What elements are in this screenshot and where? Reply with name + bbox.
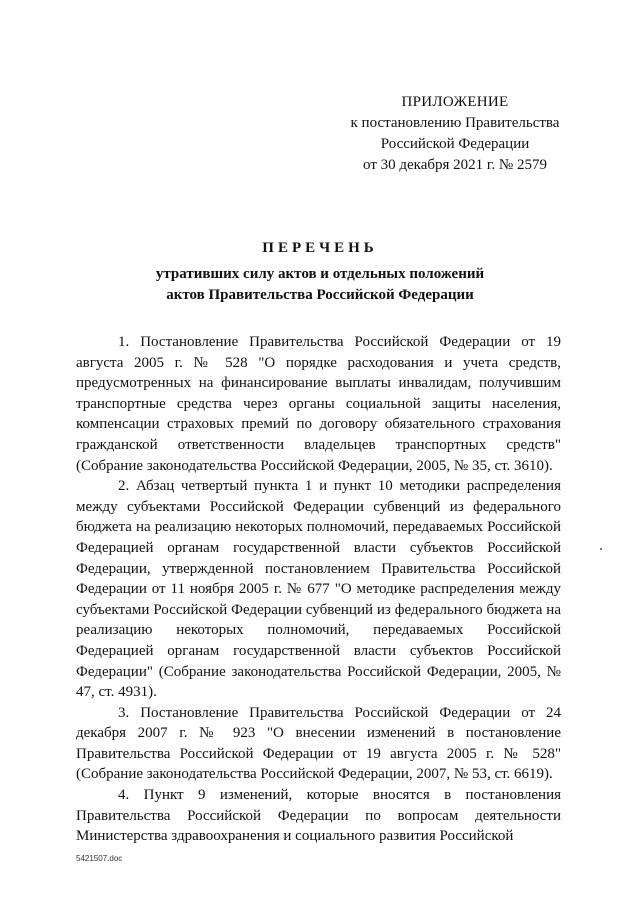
list-title: ПЕРЕЧЕНЬ: [262, 240, 378, 256]
list-item-3: 3. Постановление Правительства Российской Федерации от 24 декабря 2007 г. № 923 "О внесении изменений в постановление Правительства Российской Федерации от 19 августа 2005 г. № 528" (Собрание законодательства Российской Федерации, 2007, № 53, ст. 6619).: [76, 704, 561, 783]
appendix-line-2: Российской Федерации: [380, 136, 530, 152]
subtitle-line-1: утративших силу актов и отдельных положений: [155, 266, 485, 282]
appendix-title: ПРИЛОЖЕНИЕ: [401, 94, 509, 110]
appendix-header: [330, 92, 580, 176]
footer-filename: 5421507.doc: [76, 854, 123, 863]
list-item-2: 2. Абзац четвертый пункта 1 и пункт 10 методики распределения между субъектами Российской Федерации субвенций из федерального бюджета на реализацию некоторых полномочий, передаваемых Российской Федерацией органам государственной власти субъектов Российской Федерации, утвержденной постановлением Правительства Российской Федерации от 11 ноября 2005 г. № 677 "О методике распределения между субъектами Российской Федерации субвенций из федерального бюджета на реализацию некоторых полномочий, передаваемых Российской Федерацией органам государственной власти субъектов Российской Федерации" (Собрание законодательства Российской Федерации, 2005, № 47, ст. 4931).: [76, 478, 561, 701]
list-item-4: 4. Пункт 9 изменений, которые вносятся в постановления Правительства Российской Федерации по вопросам деятельности Министерства здравоохранения и социального развития Российской: [76, 787, 561, 845]
subtitle-line-2: актов Правительства Российской Федерации: [166, 287, 474, 303]
list-item-1: 1. Постановление Правительства Российской Федерации от 19 августа 2005 г. № 528 "О порядке расходования и учета средств, предусмотренных на финансирование выплаты инвалидам, получившим транспортные средства через органы социальной защиты населения, компенсации страховых премий по договору обязательного страхования гражданской ответственности владельцев транспортных средств" (Собрание законодательства Российской Федерации, 2005, № 35, ст. 3610).: [76, 334, 561, 474]
appendix-line-1: к постановлению Правительства: [350, 115, 560, 131]
appendix-line-3: от 30 декабря 2021 г. № 2579: [363, 157, 547, 173]
document-body: [76, 332, 561, 847]
margin-mark: [600, 548, 602, 550]
list-subtitle: [100, 264, 540, 306]
